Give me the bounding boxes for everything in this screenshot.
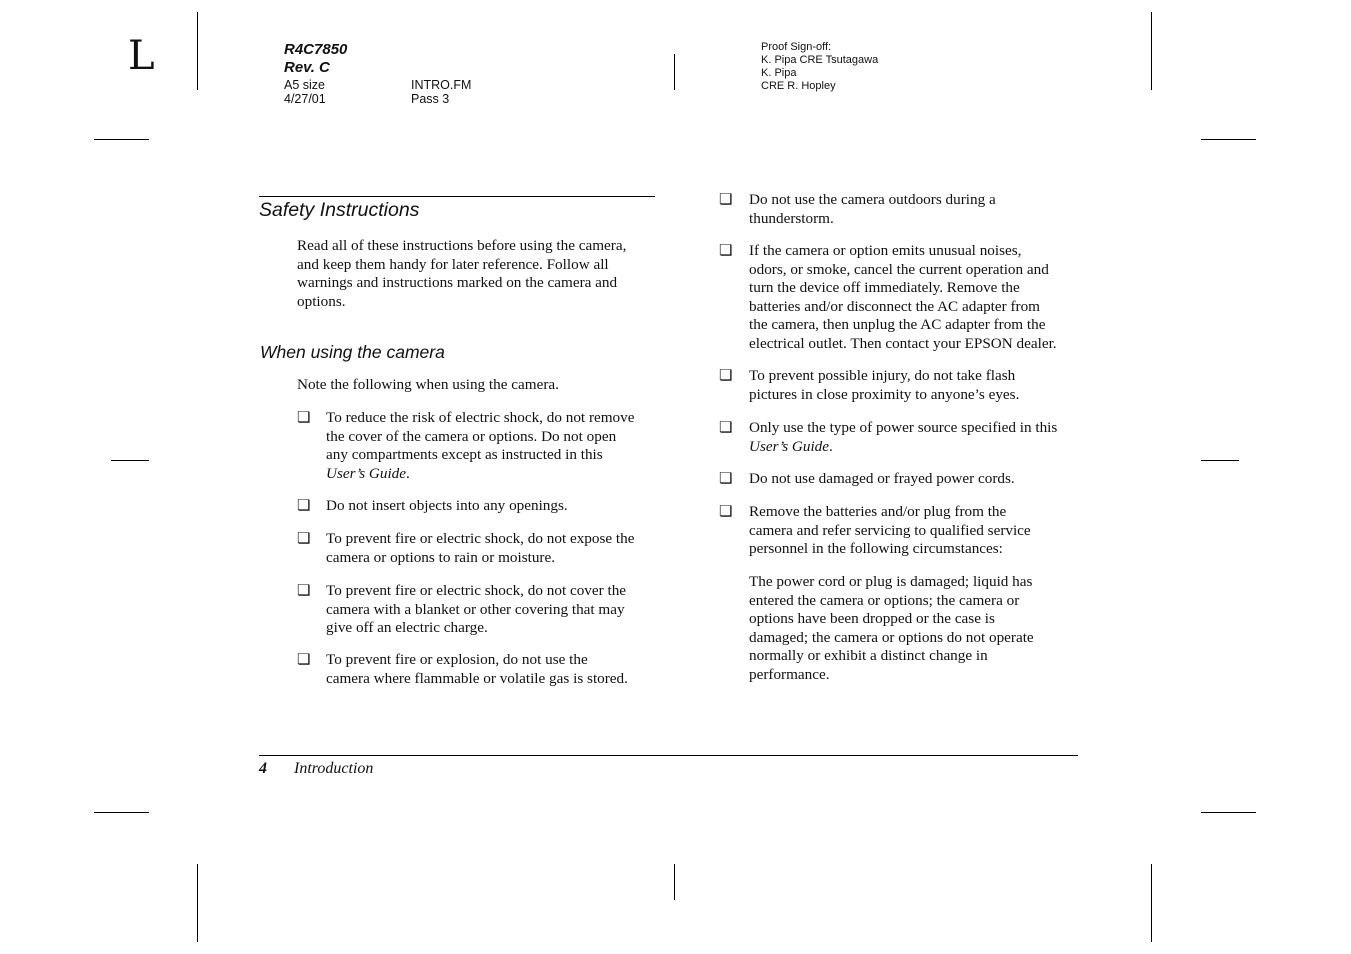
checkbox-bullet-icon: ❏ bbox=[719, 192, 733, 208]
text-line: To prevent fire or electric shock, do not expose the bbox=[326, 530, 635, 547]
proof-signoff bbox=[761, 41, 878, 93]
italic-reference: User’s Guide bbox=[326, 464, 407, 482]
text-line: options. bbox=[297, 292, 346, 310]
text-line: Do not use the camera outdoors during a bbox=[749, 191, 996, 208]
list-item-text bbox=[326, 530, 666, 567]
checkbox-bullet-icon: ❏ bbox=[297, 652, 311, 668]
crop-mark bbox=[94, 139, 149, 140]
punctuation: . bbox=[829, 437, 833, 455]
text-line: To reduce the risk of electric shock, do not remove bbox=[326, 409, 635, 426]
footer-rule bbox=[259, 755, 1078, 756]
text-line: any compartments except as instructed in this bbox=[326, 446, 603, 463]
text-line: performance. bbox=[749, 665, 830, 683]
crop-mark bbox=[1151, 864, 1152, 942]
text-line: Read all of these instructions before using the camera, bbox=[297, 237, 627, 254]
crop-mark bbox=[674, 54, 675, 90]
text-line: personnel in the following circumstances: bbox=[749, 540, 1003, 557]
section-rule bbox=[259, 196, 655, 197]
page-number: 4 bbox=[259, 760, 267, 777]
crop-mark bbox=[1151, 12, 1152, 90]
checkbox-bullet-icon: ❏ bbox=[719, 243, 733, 259]
model-code: R4C7850 bbox=[284, 41, 348, 58]
checkbox-bullet-icon: ❏ bbox=[297, 583, 311, 599]
chapter-title: Introduction bbox=[294, 760, 374, 777]
text-line: To prevent fire or explosion, do not use the bbox=[326, 651, 588, 668]
checkbox-bullet-icon: ❏ bbox=[297, 410, 311, 426]
text-line: The power cord or plug is damaged; liquid has bbox=[749, 573, 1033, 590]
text-line: camera and refer servicing to qualified service bbox=[749, 521, 1031, 539]
text-line: entered the camera or options; the camera or bbox=[749, 591, 1020, 609]
text-line: options have been dropped or the case is bbox=[749, 610, 995, 627]
text-line: warnings and instructions marked on the camera and bbox=[297, 274, 618, 291]
list-item-text bbox=[749, 191, 1089, 228]
punctuation: . bbox=[406, 464, 410, 482]
print-date: 4/27/01 bbox=[284, 92, 326, 106]
text-line: To prevent possible injury, do not take flash bbox=[749, 367, 1016, 384]
text-line: the camera, then unplug the AC adapter from the bbox=[749, 316, 1046, 333]
text-line: thunderstorm. bbox=[749, 209, 834, 227]
crop-mark bbox=[1201, 139, 1256, 140]
subsection-intro: Note the following when using the camera. bbox=[297, 376, 559, 393]
text-line: camera or options to rain or moisture. bbox=[326, 548, 556, 566]
page-side-letter: L bbox=[128, 33, 155, 79]
proof-line: K. Pipa bbox=[761, 67, 797, 79]
list-item-text bbox=[749, 419, 1089, 456]
pass-number: Pass 3 bbox=[411, 92, 450, 106]
text-line: If the camera or option emits unusual noises, bbox=[749, 242, 1022, 259]
page-size: A5 size bbox=[284, 78, 325, 92]
text-line bbox=[326, 465, 666, 484]
crop-mark bbox=[1201, 460, 1239, 461]
text-line: normally or exhibit a distinct change in bbox=[749, 647, 988, 664]
text-line: batteries and/or disconnect the AC adapter from bbox=[749, 297, 1040, 315]
text-line: damaged; the camera or options do not operate bbox=[749, 628, 1034, 646]
subsection-title: When using the camera bbox=[260, 342, 445, 362]
crop-mark bbox=[111, 460, 149, 461]
crop-mark bbox=[197, 864, 198, 942]
crop-mark bbox=[674, 864, 675, 900]
list-item-text bbox=[326, 409, 666, 483]
checkbox-bullet-icon: ❏ bbox=[297, 531, 311, 547]
proof-line: Proof Sign-off: bbox=[761, 41, 832, 53]
list-item-text bbox=[326, 497, 666, 516]
text-line: electrical outlet. Then contact your EPSON dealer. bbox=[749, 334, 1057, 352]
text-line: turn the device off immediately. Remove the bbox=[749, 279, 1020, 296]
list-item-text bbox=[326, 651, 666, 688]
text-line: Only use the type of power source specified in this bbox=[749, 419, 1058, 436]
list-item-text bbox=[326, 582, 666, 638]
text-line: Do not use damaged or frayed power cords. bbox=[749, 470, 1015, 487]
list-item-text bbox=[749, 470, 1089, 489]
italic-reference: User’s Guide bbox=[749, 437, 830, 455]
proof-line: CRE R. Hopley bbox=[761, 80, 836, 92]
list-item-text bbox=[749, 503, 1089, 559]
checkbox-bullet-icon: ❏ bbox=[719, 471, 733, 487]
text-line: pictures in close proximity to anyone’s eyes. bbox=[749, 385, 1020, 403]
section-title: Safety Instructions bbox=[259, 199, 420, 221]
text-line: give off an electric charge. bbox=[326, 619, 488, 636]
text-line: camera where flammable or volatile gas is stored. bbox=[326, 669, 628, 687]
checkbox-bullet-icon: ❏ bbox=[297, 498, 311, 514]
proof-line: K. Pipa CRE Tsutagawa bbox=[761, 54, 879, 66]
circumstances-paragraph bbox=[749, 573, 1089, 684]
file-name: INTRO.FM bbox=[411, 78, 472, 92]
list-item-text bbox=[749, 367, 1089, 404]
text-line: camera with a blanket or other covering that may bbox=[326, 600, 625, 618]
revision: Rev. C bbox=[284, 59, 330, 76]
text-line: odors, or smoke, cancel the current operation and bbox=[749, 260, 1049, 278]
text-line: the cover of the camera or options. Do not open bbox=[326, 427, 617, 445]
list-item-text bbox=[749, 242, 1089, 353]
checkbox-bullet-icon: ❏ bbox=[719, 368, 733, 384]
crop-mark bbox=[197, 12, 198, 90]
text-line: Do not insert objects into any openings. bbox=[326, 497, 568, 514]
checkbox-bullet-icon: ❏ bbox=[719, 504, 733, 520]
text-line bbox=[749, 438, 1089, 457]
text-line: To prevent fire or electric shock, do not cover the bbox=[326, 582, 627, 599]
text-line: and keep them handy for later reference. Follow all bbox=[297, 255, 609, 273]
crop-mark bbox=[94, 812, 149, 813]
crop-mark bbox=[1201, 812, 1256, 813]
intro-paragraph bbox=[297, 237, 657, 311]
text-line: Remove the batteries and/or plug from the bbox=[749, 503, 1007, 520]
checkbox-bullet-icon: ❏ bbox=[719, 420, 733, 436]
